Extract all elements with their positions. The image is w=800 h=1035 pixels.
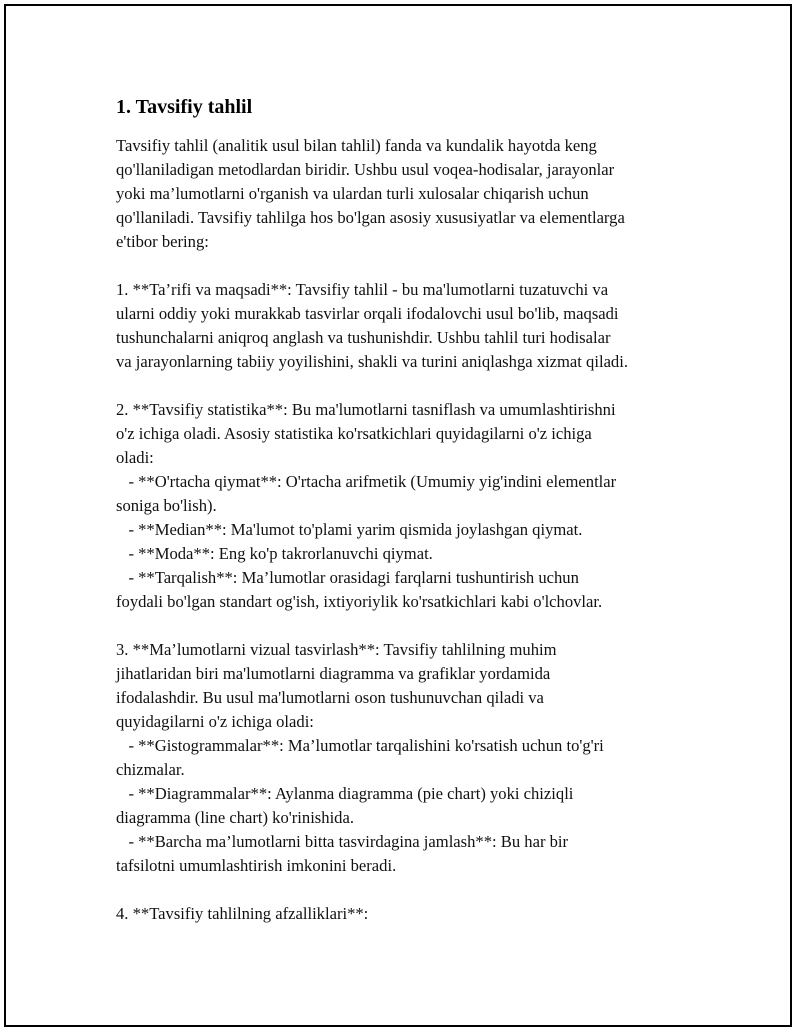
text-line: va jarayonlarning tabiiy yoyilishini, shakli va turini aniqlashga xizmat qiladi. [116,352,628,371]
text-line: diagramma (line chart) ko'rinishida. [116,808,354,827]
text-line: ularni oddiy yoki murakkab tasvirlar orqali ifodalovchi usul bo'lib, maqsadi [116,304,619,323]
text-line: tushunchalarni aniqroq anglash va tushunishdir. Ushbu tahlil turi hodisalar [116,328,611,347]
list-item-line: - **Tarqalish**: Ma’lumotlar orasidagi farqlarni tushuntirish uchun [116,568,579,587]
document-title: 1. Tavsifiy tahlil [116,96,253,118]
text-line: qo'llaniladigan metodlardan biridir. Ushbu usul voqea-hodisalar, jarayonlar [116,160,615,179]
text-line: 2. **Tavsifiy statistika**: Bu ma'lumotlarni tasniflash va umumlashtirishni [116,400,616,419]
text-line: 3. **Ma’lumotlarni vizual tasvirlash**: Tavsifiy tahlilning muhim [116,640,557,659]
text-line: foydali bo'lgan standart og'ish, ixtiyoriylik ko'rsatkichlari kabi o'lchovlar. [116,592,603,611]
list-item-line: - **Barcha ma’lumotlarni bitta tasvirdagina jamlash**: Bu har bir [116,832,569,851]
list-item-line: - **Moda**: Eng ko'p takrorlanuvchi qiymat. [116,544,433,563]
text-line: oladi: [116,448,154,467]
paragraph-gap [116,374,696,398]
list-item-line: - **O'rtacha qiymat**: O'rtacha arifmetik (Umumiy yig'indini elementlar [116,472,617,491]
text-line: Tavsifiy tahlil (analitik usul bilan tahlil) fanda va kundalik hayotda keng [116,136,597,155]
paragraph-gap [116,254,696,278]
text-line: 1. **Ta’rifi va maqsadi**: Tavsifiy tahlil - bu ma'lumotlarni tuzatuvchi va [116,280,609,299]
list-item-line: - **Diagrammalar**: Aylanma diagramma (pie chart) yoki chiziqli [116,784,574,803]
paragraph-gap [116,878,696,902]
text-line: 4. **Tavsifiy tahlilning afzalliklari**: [116,904,369,923]
document-content [116,94,696,926]
text-line: quyidagilarni o'z ichiga oladi: [116,712,314,731]
text-line: qo'llaniladi. Tavsifiy tahlilga hos bo'lgan asosiy xususiyatlar va elementlarga [116,208,625,227]
text-line: tafsilotni umumlashtirish imkonini beradi. [116,856,397,875]
text-line: yoki ma’lumotlarni o'rganish va ulardan turli xulosalar chiqarish uchun [116,184,589,203]
text-line: o'z ichiga oladi. Asosiy statistika ko'rsatkichlari quyidagilarni o'z ichiga [116,424,592,443]
list-item-line: - **Gistogrammalar**: Ma’lumotlar tarqalishini ko'rsatish uchun to'g'ri [116,736,604,755]
text-line: soniga bo'lish). [116,496,217,515]
text-line: e'tibor bering: [116,232,209,251]
text-line: jihatlaridan biri ma'lumotlarni diagramma va grafiklar yordamida [116,664,551,683]
text-line: chizmalar. [116,760,185,779]
paragraph-gap [116,614,696,638]
text-line: ifodalashdir. Bu usul ma'lumotlarni oson tushunuvchan qiladi va [116,688,544,707]
list-item-line: - **Median**: Ma'lumot to'plami yarim qismida joylashgan qiymat. [116,520,583,539]
document-body [116,134,696,926]
